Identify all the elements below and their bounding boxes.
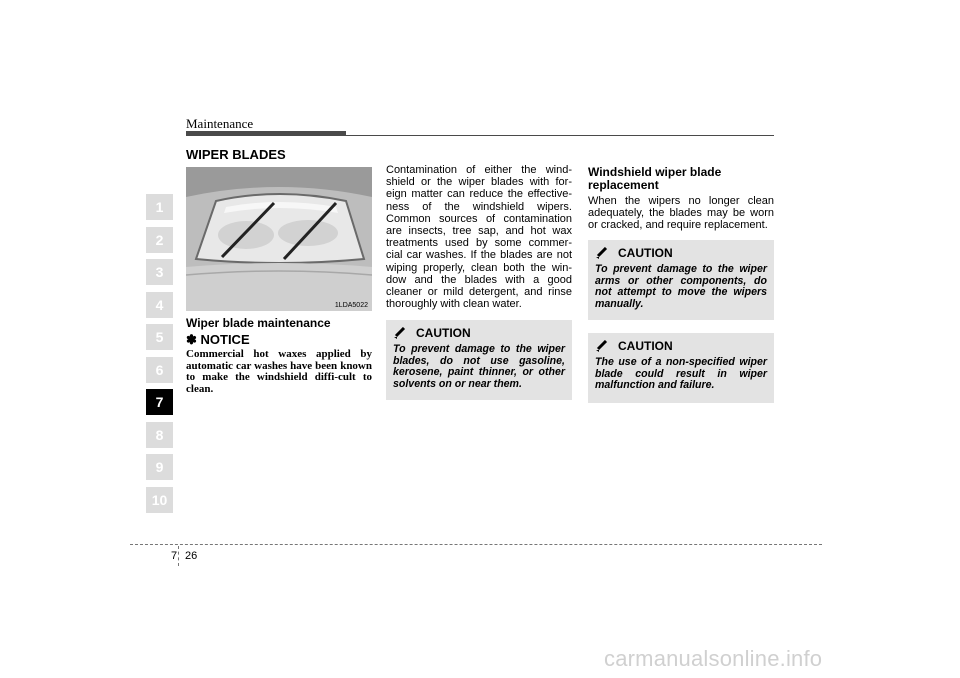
chapter-tab[interactable]: 2 — [146, 227, 173, 253]
notice-text: Commercial hot waxes applied by automatic car washes have been known to make the windshield diffi-cult to clean. — [186, 348, 372, 395]
chapter-tab-active[interactable]: 7 — [146, 389, 173, 415]
footer-rule — [130, 544, 822, 545]
caution-label: CAUTION — [618, 339, 673, 353]
chapter-tab[interactable]: 8 — [146, 422, 173, 448]
caution-label: CAUTION — [416, 326, 471, 340]
contamination-paragraph: Contamination of either the wind-shield or the wiper blades with for-eign matter can reduce the effective-ness of the windshield wipers. Common sources of contamination are insects, tree sap, and hot wax treatments used by some commer-cial car washes. If the blades are not wiping properly, clean both the win-dow and the blades with a good cleaner or mild detergent, and rinse thoroughly with clean water. — [386, 164, 572, 311]
chapter-tab[interactable]: 4 — [146, 292, 173, 318]
chapter-tab[interactable]: 10 — [146, 487, 173, 513]
section-title: WIPER BLADES — [186, 147, 286, 162]
notice-label: ✽ NOTICE — [186, 332, 250, 347]
replacement-paragraph: When the wipers no longer clean adequately, the blades may be worn or cracked, and require replacement. — [588, 195, 774, 232]
footer-chapter-number: 7 — [171, 550, 178, 562]
wiper-replacement-subhead: Windshield wiper blade replacement — [588, 165, 722, 192]
caution-head — [595, 246, 767, 260]
footer-divider — [178, 546, 179, 566]
caution-box-non-specified-blade — [588, 333, 774, 403]
chapter-tab[interactable]: 6 — [146, 357, 173, 383]
caution-box-solvents — [386, 320, 572, 400]
pencil-check-icon — [393, 327, 411, 339]
caution-box-wiper-arms — [588, 240, 774, 320]
chapter-tab[interactable]: 5 — [146, 324, 173, 350]
pencil-check-icon — [595, 247, 613, 259]
caution-text: To prevent damage to the wiper blades, do not use gasoline, kerosene, paint thinner, or other solvents on or near them. — [393, 343, 565, 390]
windshield-illustration — [186, 167, 372, 311]
pencil-check-icon — [595, 340, 613, 352]
caution-label: CAUTION — [618, 246, 673, 260]
watermark: carmanualsonline.info — [604, 646, 823, 671]
header-rule — [186, 135, 774, 136]
chapter-tabs — [146, 194, 173, 519]
footer-page-number: 26 — [185, 550, 198, 562]
caution-head — [595, 339, 767, 353]
wiper-maintenance-subhead: Wiper blade maintenance — [186, 316, 331, 330]
caution-text: The use of a non-specified wiper blade could result in wiper malfunction and failure. — [595, 356, 767, 392]
caution-head — [393, 326, 565, 340]
running-header: Maintenance — [186, 116, 254, 131]
chapter-tab[interactable]: 3 — [146, 259, 173, 285]
chapter-tab[interactable]: 9 — [146, 454, 173, 480]
windshield-wiper-photo — [186, 167, 372, 311]
photo-code: 1LDA5022 — [334, 302, 368, 309]
chapter-tab[interactable]: 1 — [146, 194, 173, 220]
caution-text: To prevent damage to the wiper arms or other components, do not attempt to move the wipers manually. — [595, 263, 767, 310]
